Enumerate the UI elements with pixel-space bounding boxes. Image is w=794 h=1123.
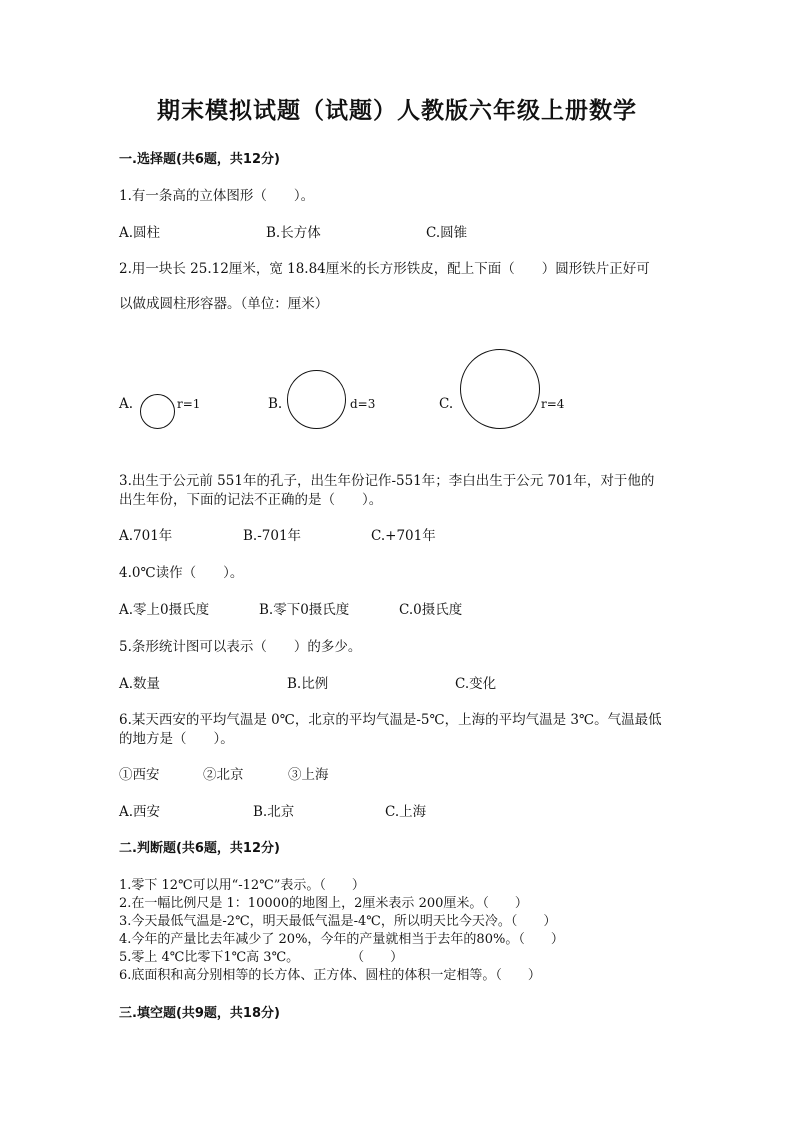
q4-option-c: C.0摄氏度 — [399, 602, 463, 618]
q2-option-b: B. — [268, 396, 283, 412]
q1-option-b: B.长方体 — [266, 225, 321, 241]
question-3-line-1: 3.出生于公元前 551年的孔子，出生年份记作-551年；李白出生于公元 701年，对于他的 — [119, 473, 655, 489]
q4-option-a: A.零上0摄氏度 — [119, 602, 210, 618]
q2-option-a: A. — [119, 396, 134, 412]
judgment-item-1: 1.零下 12℃可以用“-12℃”表示。（ ） — [119, 878, 365, 893]
q3-option-b: B.-701年 — [243, 528, 302, 544]
circle-label-c: r=4 — [541, 397, 565, 411]
q3-option-a: A.701年 — [119, 528, 173, 544]
q6-choice-2: ②北京 — [203, 767, 244, 783]
q6-option-c: C.上海 — [385, 804, 427, 820]
question-6-line-1: 6.某天西安的平均气温是 0℃，北京的平均气温是-5℃，上海的平均气温是 3℃。气温最低 — [119, 712, 662, 728]
judgment-item-4: 4.今年的产量比去年减少了 20%，今年的产量就相当于去年的80%。（ ） — [119, 932, 564, 947]
circle-d3 — [287, 370, 346, 429]
judgment-item-2: 2.在一幅比例尺是 1：10000的地图上，2厘米表示 200厘米。（ ） — [119, 896, 528, 911]
circle-r4 — [460, 349, 540, 429]
question-4: 4.0℃读作（ ）。 — [119, 565, 244, 581]
q1-option-c: C.圆锥 — [426, 225, 468, 241]
judgment-item-6: 6.底面积和高分别相等的长方体、正方体、圆柱的体积一定相等。（ ） — [119, 968, 541, 983]
q6-choice-3: ③上海 — [288, 767, 329, 783]
judgment-item-5: 5.零上 4℃比零下1℃高 3℃。 （ ） — [119, 950, 404, 965]
q6-choice-1: ①西安 — [119, 767, 160, 783]
q5-option-c: C.变化 — [455, 676, 497, 692]
section-2-heading: 二.判断题(共6题，共12分) — [119, 841, 280, 856]
question-6-line-2: 的地方是（ ）。 — [119, 731, 234, 747]
question-3-line-2: 出生年份，下面的记法不正确的是（ ）。 — [119, 492, 383, 508]
circle-label-a: r=1 — [177, 397, 201, 411]
question-2-line-2: 以做成圆柱形容器。（单位：厘米） — [119, 296, 329, 312]
q3-option-c: C.+701年 — [371, 528, 436, 544]
q2-option-c: C. — [439, 396, 454, 412]
section-1-heading: 一.选择题(共6题，共12分) — [119, 152, 280, 167]
section-3-heading: 三.填空题(共9题，共18分) — [119, 1006, 280, 1021]
q4-option-b: B.零下0摄氏度 — [259, 602, 350, 618]
q5-option-a: A.数量 — [119, 676, 161, 692]
q1-option-a: A.圆柱 — [119, 225, 161, 241]
q5-option-b: B.比例 — [287, 676, 329, 692]
judgment-item-3: 3.今天最低气温是-2℃，明天最低气温是-4℃，所以明天比今天冷。（ ） — [119, 914, 557, 929]
q6-option-b: B.北京 — [253, 804, 295, 820]
question-2-line-1: 2.用一块长 25.12厘米，宽 18.84厘米的长方形铁皮，配上下面（ ）圆形铁片正好可 — [119, 261, 650, 277]
circle-label-b: d=3 — [350, 397, 376, 411]
q6-option-a: A.西安 — [119, 804, 161, 820]
question-5: 5.条形统计图可以表示（ ）的多少。 — [119, 639, 362, 655]
question-1: 1.有一条高的立体图形（ ）。 — [119, 188, 315, 204]
circle-r1 — [140, 394, 175, 429]
page-title: 期末模拟试题（试题）人教版六年级上册数学 — [157, 97, 637, 124]
